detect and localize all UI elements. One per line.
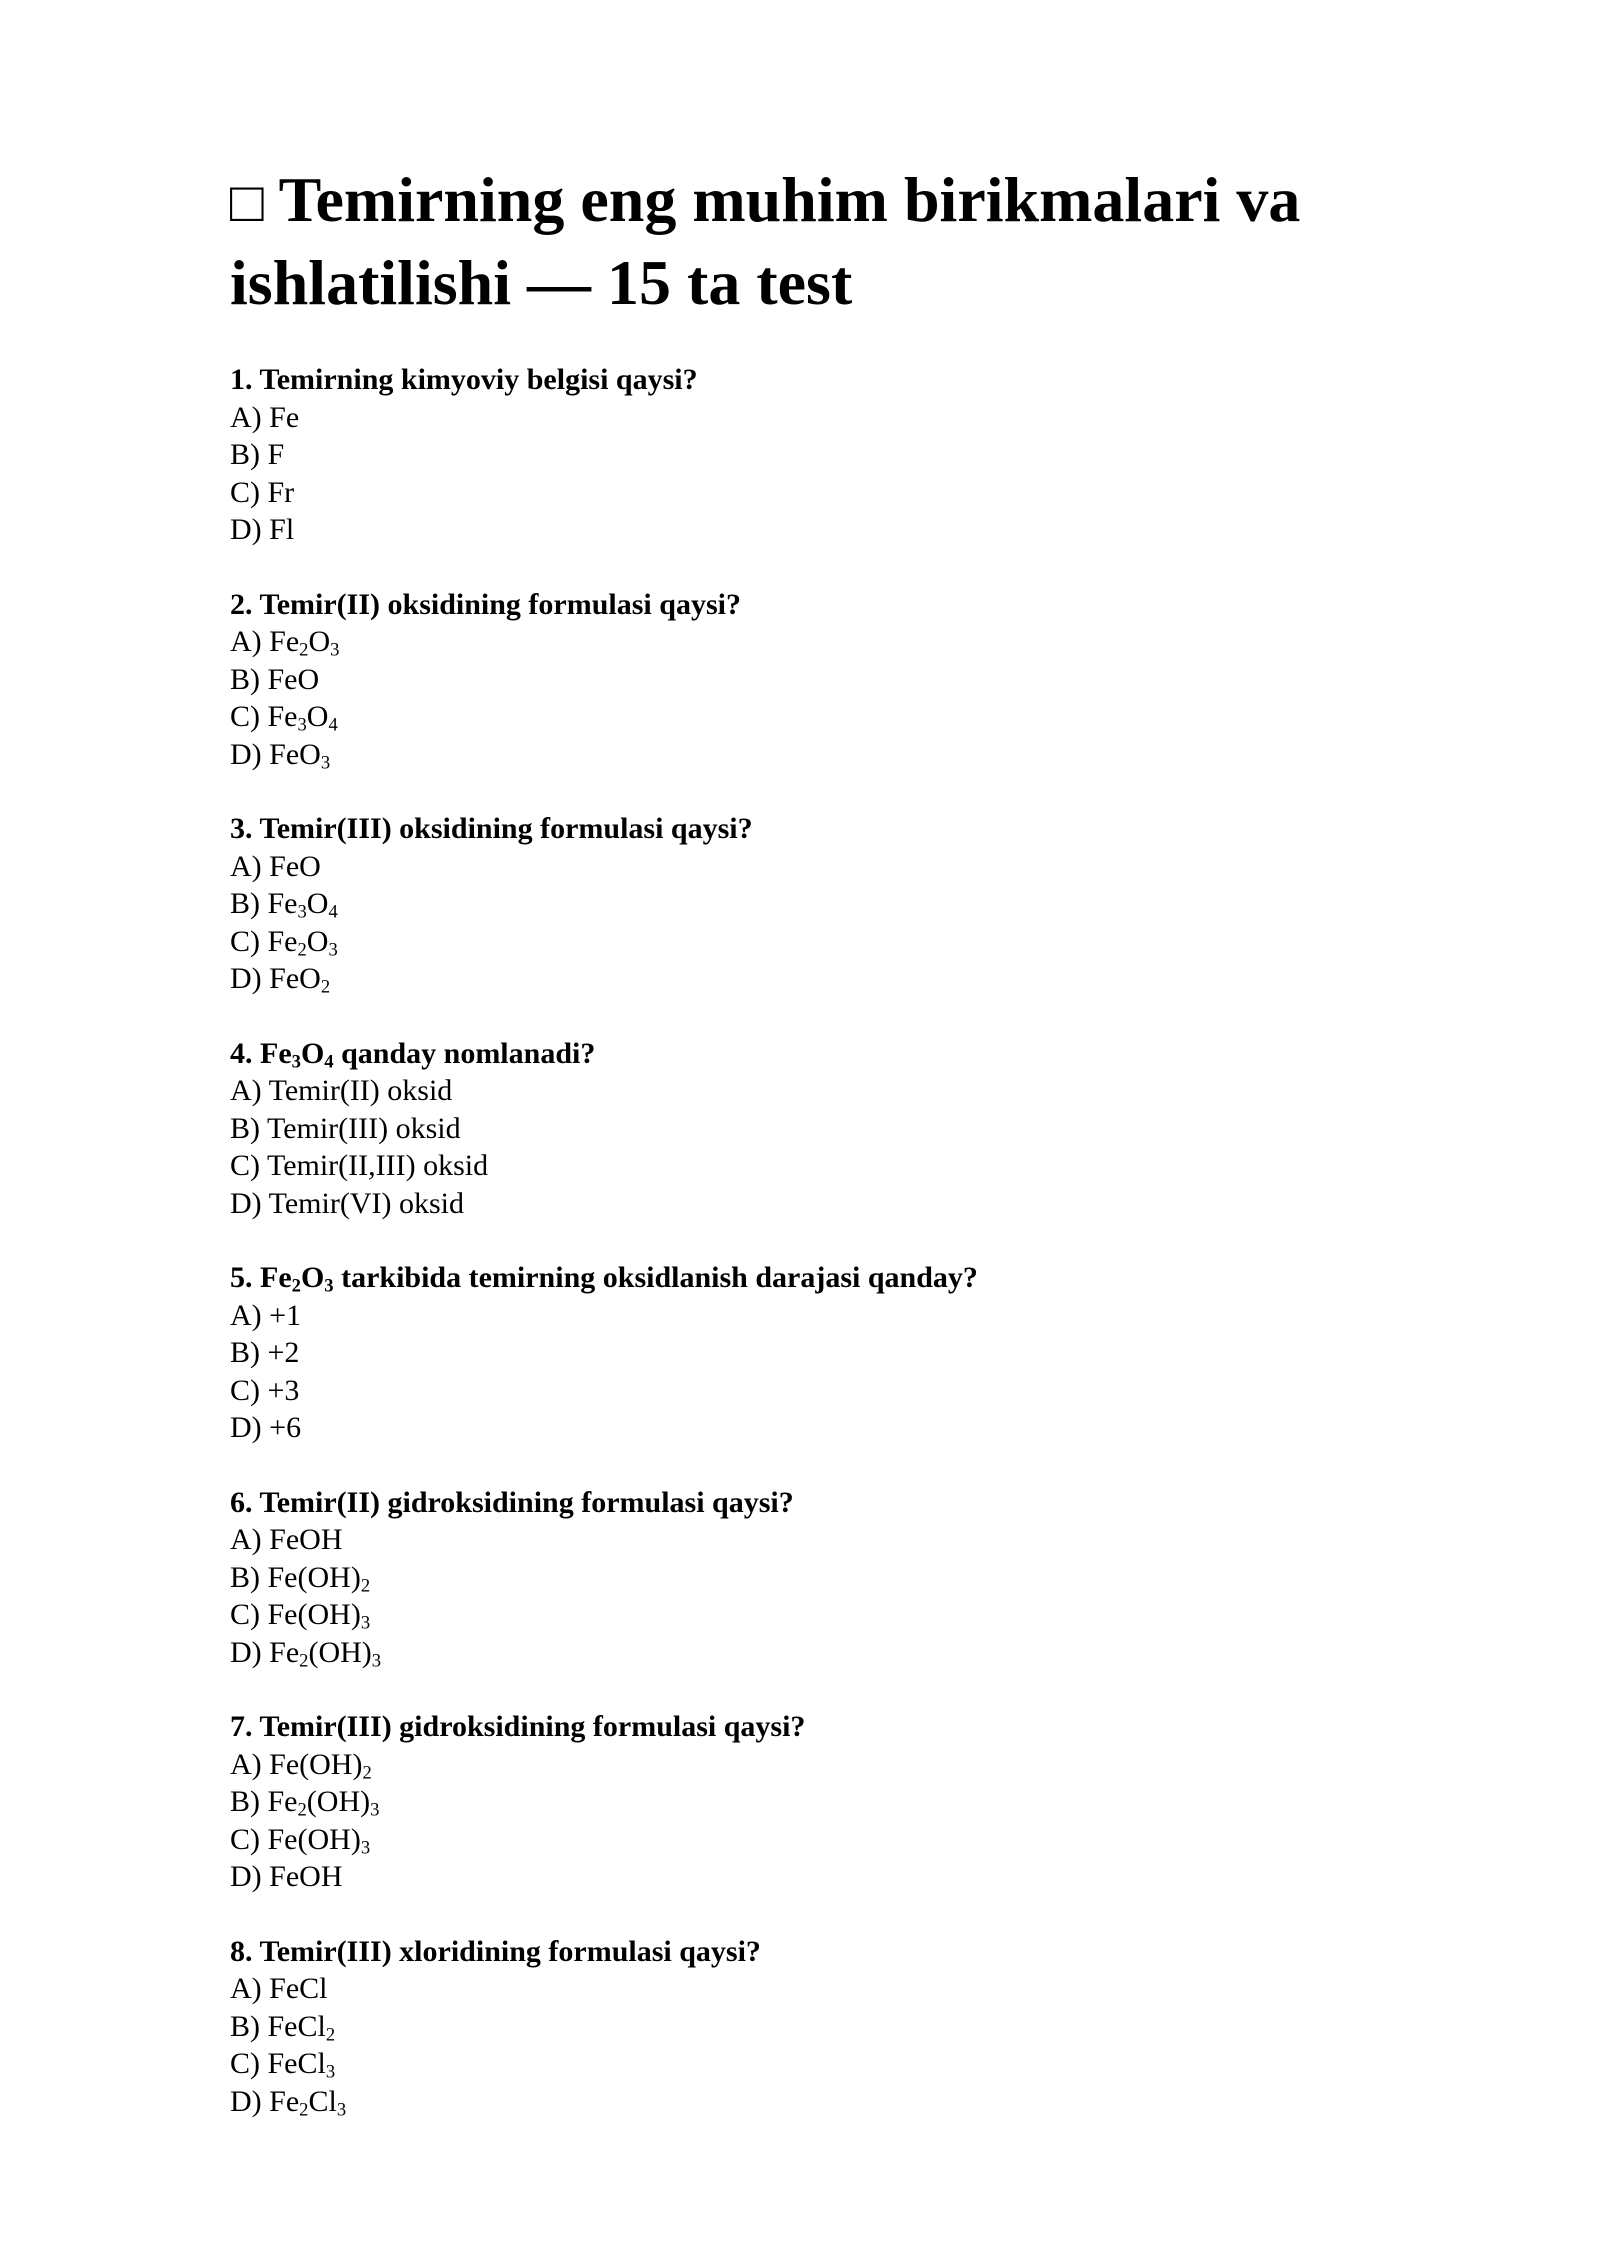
option-label: A) (230, 625, 262, 658)
option-label: D) (230, 962, 262, 995)
question-text (230, 361, 1390, 399)
answer-option (230, 1147, 1390, 1185)
option-label: A) (230, 400, 262, 434)
text-run: O (306, 887, 329, 920)
text-run: Temir(II) oksid (268, 1074, 453, 1107)
answer-option (230, 736, 1390, 774)
option-text (267, 1598, 371, 1634)
question-content (260, 1261, 978, 1297)
option-text (267, 1785, 380, 1821)
option-text (269, 962, 331, 998)
answer-option (230, 1596, 1390, 1634)
subscript: 2 (299, 2099, 309, 2121)
subscript: 4 (328, 901, 338, 923)
text-run: Fe(OH) (267, 1560, 361, 1594)
answer-option (230, 1372, 1390, 1410)
subscript: 2 (297, 1799, 307, 1821)
question-number: 4. (230, 1036, 253, 1070)
option-label: B) (230, 1785, 260, 1818)
question-content (259, 812, 752, 845)
option-text (269, 1972, 327, 2005)
option-text (267, 924, 338, 961)
option-text (269, 1299, 301, 1332)
text-run: Temir(II) oksidining formulasi qaysi? (259, 587, 741, 621)
text-run: F (267, 438, 285, 471)
subscript: 2 (297, 939, 307, 961)
option-label: C) (230, 1149, 260, 1182)
option-label: B) (230, 1336, 260, 1369)
answer-option (230, 1185, 1390, 1223)
text-run: Temir(III) xloridining formulasi qaysi? (259, 1934, 761, 1968)
subscript: 3 (360, 1837, 371, 1859)
answer-option (230, 885, 1390, 923)
answer-option (230, 848, 1390, 886)
text-run: FeCl (267, 2047, 326, 2080)
option-text (269, 1860, 342, 1893)
question-number: 5. (230, 1261, 253, 1294)
text-run: Fe (267, 887, 298, 920)
option-text (269, 1187, 464, 1220)
text-run: Cl (308, 2084, 337, 2118)
text-run: (OH) (306, 1785, 371, 1818)
text-run: (OH) (308, 1635, 372, 1669)
option-label: C) (230, 924, 260, 958)
option-label: D) (230, 1635, 262, 1669)
answer-option (230, 1634, 1390, 1672)
text-run: Temir(III) oksid (266, 1111, 461, 1145)
option-text (267, 1112, 461, 1145)
option-text (269, 1074, 453, 1107)
text-run: FeO (267, 662, 320, 696)
option-label: B) (230, 887, 260, 920)
option-label: B) (230, 1111, 260, 1145)
text-run: O (308, 625, 331, 658)
option-label: D) (230, 1860, 262, 1893)
option-text (269, 513, 294, 546)
answer-option (230, 1858, 1390, 1896)
text-run: FeOH (269, 1523, 343, 1556)
option-text (269, 1523, 342, 1556)
option-label: A) (230, 1074, 262, 1107)
text-run: Fe (267, 700, 298, 733)
text-run: Fe (267, 1785, 298, 1818)
text-run: Fe(OH) (267, 1598, 361, 1631)
answer-option (230, 1409, 1390, 1447)
option-text (267, 1560, 371, 1597)
text-run: Fl (269, 513, 295, 546)
option-label: A) (230, 1523, 262, 1556)
question-block (230, 810, 1390, 998)
subscript: 2 (299, 639, 309, 661)
text-run: qanday nomlanadi? (333, 1036, 596, 1070)
question-content (259, 588, 740, 621)
answer-option (230, 2008, 1390, 2046)
option-label: C) (230, 2047, 260, 2080)
answer-option (230, 1783, 1390, 1821)
subscript: 3 (291, 1051, 301, 1073)
answer-option (230, 661, 1390, 699)
text-run: O (300, 1261, 325, 1294)
question-content (259, 1486, 793, 1519)
subscript: 3 (325, 2061, 336, 2083)
text-run: O (306, 700, 329, 733)
question-block (230, 1933, 1390, 2121)
option-text (269, 1747, 372, 1784)
option-text (268, 438, 285, 471)
subscript: 3 (336, 2099, 347, 2121)
subscript: 3 (297, 714, 307, 736)
answer-option (230, 474, 1390, 512)
question-block (230, 586, 1390, 774)
subscript: 3 (328, 939, 338, 961)
text-run: tarkibida temirning oksidlanish darajasi qanday? (333, 1261, 978, 1294)
text-run: Fe(OH) (269, 1747, 363, 1781)
option-text (269, 625, 340, 661)
option-text (269, 850, 321, 883)
option-text (267, 1822, 371, 1859)
subscript: 3 (330, 639, 340, 661)
option-text (267, 2009, 336, 2046)
question-text (230, 1484, 1390, 1522)
answer-option (230, 1746, 1390, 1784)
answer-option (230, 1521, 1390, 1559)
question-content (260, 1036, 596, 1073)
text-run: Temir(II) gidroksidining formulasi qaysi? (259, 1485, 794, 1519)
question-number: 8. (230, 1934, 253, 1968)
text-run: Temir(VI) oksid (268, 1186, 464, 1220)
text-run: FeO (269, 962, 321, 995)
text-run: Fe(OH) (267, 1822, 361, 1856)
option-text (268, 1374, 300, 1407)
question-list (230, 361, 1390, 2120)
subscript: 2 (291, 1275, 301, 1297)
text-run: Fe (260, 1036, 292, 1070)
title-text: Temirning eng muhim birikmalari va ishlatilishi — 15 ta test (230, 164, 1301, 318)
subscript: 2 (320, 976, 331, 998)
subscript: 3 (297, 901, 307, 923)
question-content (259, 1710, 805, 1743)
question-number: 3. (230, 812, 253, 845)
text-run: FeO (269, 737, 321, 771)
subscript: 2 (360, 1575, 371, 1597)
option-label: D) (230, 1411, 262, 1444)
text-run: Fe (269, 400, 300, 434)
text-run: Fe (267, 924, 298, 958)
option-label: B) (230, 438, 260, 471)
option-label: A) (230, 1972, 262, 2005)
text-run: Fr (267, 475, 295, 509)
question-number: 1. (230, 363, 253, 396)
answer-option (230, 2045, 1390, 2083)
subscript: 3 (320, 752, 331, 774)
text-run: +3 (267, 1373, 300, 1407)
question-number: 7. (230, 1710, 253, 1743)
answer-option (230, 1559, 1390, 1597)
text-run: Fe (260, 1261, 292, 1294)
option-text (268, 476, 295, 509)
question-content (259, 1935, 760, 1968)
subscript: 4 (324, 1051, 334, 1073)
answer-option (230, 1072, 1390, 1110)
answer-option (230, 923, 1390, 961)
text-run: O (300, 1036, 325, 1070)
answer-option (230, 623, 1390, 661)
subscript: 4 (328, 714, 338, 736)
text-run: +6 (269, 1411, 302, 1444)
answer-option (230, 399, 1390, 437)
option-label: A) (230, 1298, 262, 1332)
text-run: Fe (269, 625, 300, 658)
option-text (267, 1149, 488, 1182)
option-label: A) (230, 1747, 262, 1781)
question-block (230, 1484, 1390, 1672)
question-text (230, 586, 1390, 624)
option-label: D) (230, 1186, 262, 1220)
option-text (267, 887, 338, 923)
option-label: B) (230, 662, 260, 696)
text-run: FeOH (269, 1860, 343, 1893)
option-label: C) (230, 700, 260, 733)
subscript: 2 (299, 1650, 309, 1672)
answer-option (230, 1821, 1390, 1859)
option-label: C) (230, 1373, 260, 1407)
subscript: 3 (371, 1650, 382, 1672)
text-run: Temir(III) oksidining formulasi qaysi? (259, 812, 753, 845)
question-block (230, 1259, 1390, 1447)
option-text (268, 663, 320, 696)
text-run: +1 (269, 1298, 302, 1332)
question-number: 2. (230, 587, 253, 621)
document-page (230, 160, 1390, 2157)
option-text (269, 1411, 301, 1444)
question-text (230, 1933, 1390, 1971)
answer-option (230, 1297, 1390, 1335)
answer-option (230, 1970, 1390, 2008)
answer-option (230, 511, 1390, 549)
text-run: Temir(II,III) oksid (266, 1149, 489, 1182)
question-block (230, 1035, 1390, 1223)
option-text (269, 2084, 347, 2121)
text-run: FeCl (269, 1972, 328, 2005)
text-run: +2 (267, 1336, 300, 1369)
answer-option (230, 436, 1390, 474)
option-text (269, 401, 299, 434)
text-run: Temirning kimyoviy belgisi qaysi? (259, 363, 698, 396)
subscript: 2 (362, 1762, 372, 1784)
question-block (230, 1708, 1390, 1896)
text-run: O (306, 924, 329, 958)
option-label: D) (230, 513, 262, 546)
option-label: C) (230, 1598, 260, 1631)
text-run: FeO (269, 849, 321, 883)
text-run: Fe (269, 2084, 300, 2118)
answer-option (230, 960, 1390, 998)
document-title (230, 160, 1390, 323)
question-text (230, 1259, 1390, 1297)
subscript: 3 (324, 1275, 334, 1297)
text-run: Temir(III) gidroksidining formulasi qaysi? (259, 1710, 806, 1743)
question-text (230, 810, 1390, 848)
subscript: 3 (370, 1799, 380, 1821)
text-run: FeCl (267, 2009, 326, 2043)
question-number: 6. (230, 1485, 253, 1519)
answer-option (230, 1334, 1390, 1372)
option-text (267, 700, 338, 736)
option-label: C) (230, 475, 260, 509)
option-label: D) (230, 737, 262, 771)
question-content (259, 363, 697, 396)
option-text (268, 1336, 300, 1369)
option-text (267, 2047, 336, 2083)
option-label: D) (230, 2084, 262, 2118)
option-label: A) (230, 849, 262, 883)
option-text (269, 737, 331, 774)
option-label: B) (230, 1560, 260, 1594)
question-text (230, 1708, 1390, 1746)
option-label: B) (230, 2009, 260, 2043)
option-label: C) (230, 1822, 260, 1856)
missing-glyph-icon: □ (230, 172, 264, 234)
answer-option (230, 1110, 1390, 1148)
question-text (230, 1035, 1390, 1073)
option-text (269, 1635, 382, 1672)
answer-option (230, 2083, 1390, 2121)
question-block (230, 361, 1390, 549)
text-run: Fe (269, 1635, 300, 1669)
subscript: 3 (360, 1612, 371, 1634)
answer-option (230, 698, 1390, 736)
subscript: 2 (325, 2024, 336, 2046)
